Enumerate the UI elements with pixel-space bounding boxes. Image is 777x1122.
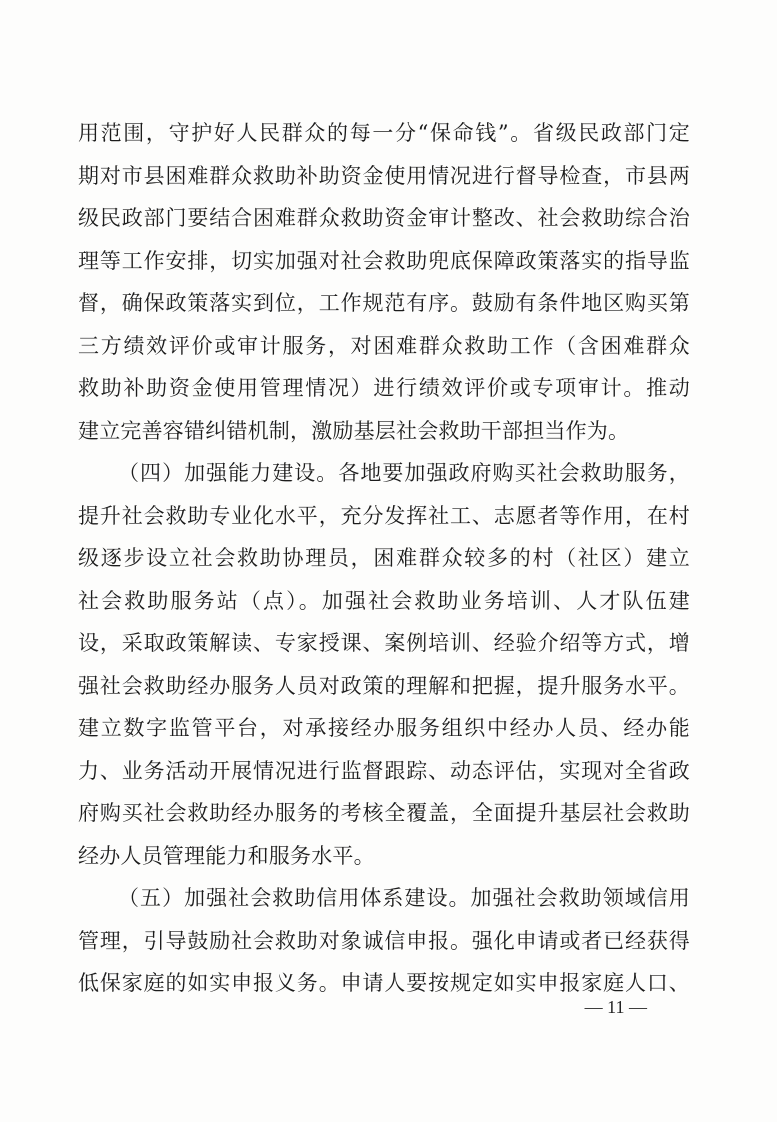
text-line-10: 提升社会救助专业化水平，充分发挥社工、志愿者等作用，在村 xyxy=(78,503,690,528)
text-line-15: 建立数字监管平台，对承接经办服务组织中经办人员、经办能 xyxy=(78,716,690,740)
text-line-1: 用范围，守护好人民群众的每一分“保命钱”。省级民政部门定 xyxy=(78,121,690,145)
text-line-7: 救助补助资金使用管理情况）进行绩效评价或专项审计。推动 xyxy=(78,376,690,400)
text-line-11: 级逐步设立社会救助协理员，困难群众较多的村（社区）建立 xyxy=(78,546,690,570)
section-heading-5: （五）加强社会救助信用体系建设。加强社会救助领域信用 xyxy=(118,886,690,910)
text-line-21: 低保家庭的如实申报义务。申请人要按规定如实申报家庭人口、 xyxy=(78,971,690,995)
text-line-18: 经办人员管理能力和服务水平。 xyxy=(78,843,375,868)
text-line-12: 社会救助服务站（点）。加强社会救助业务培训、人才队伍建 xyxy=(78,588,690,613)
text-line-17: 府购买社会救助经办服务的考核全覆盖，全面提升基层社会救助 xyxy=(78,801,690,825)
text-line-16: 力、业务活动开展情况进行监督跟踪、动态评估，实现对全省政 xyxy=(78,758,690,783)
text-line-14: 强社会救助经办服务人员对政策的理解和把握，提升服务水平。 xyxy=(78,673,690,698)
page-number: — 11 — xyxy=(584,997,647,1017)
text-line-20: 管理，引导鼓励社会救助对象诚信申报。强化申请或者已经获得 xyxy=(78,928,690,953)
section-heading-4: （四）加强能力建设。各地要加强政府购买社会救助服务， xyxy=(118,461,690,485)
text-line-8: 建立完善容错纠错机制，激励基层社会救助干部担当作为。 xyxy=(78,418,630,443)
text-line-4: 理等工作安排，切实加强对社会救助兜底保障政策落实的指导监 xyxy=(78,248,690,273)
text-line-2: 期对市县困难群众救助补助资金使用情况进行督导检查，市县两 xyxy=(78,163,690,188)
text-line-5: 督，确保政策落实到位，工作规范有序。鼓励有条件地区购买第 xyxy=(78,291,690,315)
text-line-13: 设，采取政策解读、专家授课、案例培训、经验介绍等方式，增 xyxy=(78,631,690,655)
body-text xyxy=(78,112,690,1005)
text-line-3: 级民政部门要结合困难群众救助资金审计整改、社会救助综合治 xyxy=(78,206,690,230)
text-line-6: 三方绩效评价或审计服务，对困难群众救助工作（含困难群众 xyxy=(78,333,690,358)
